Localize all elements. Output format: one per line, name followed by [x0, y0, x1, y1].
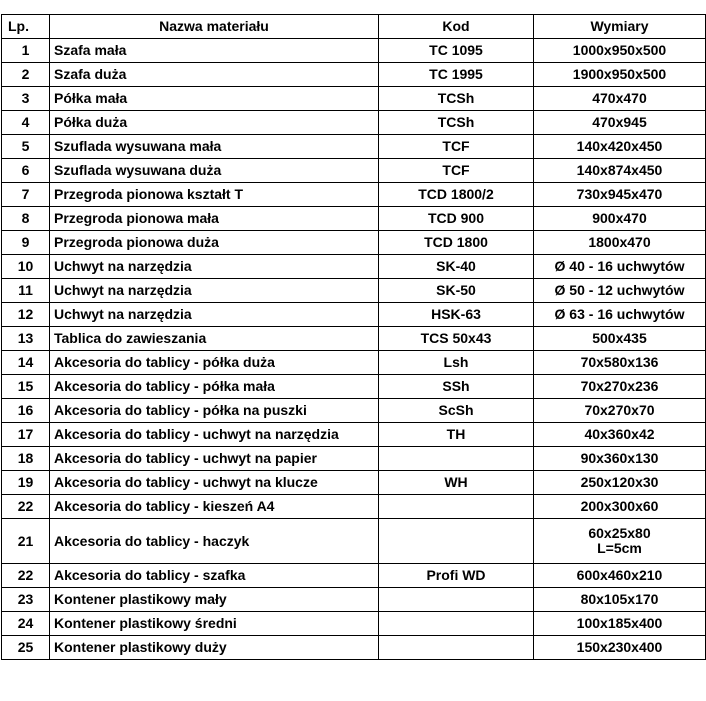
cell-code	[379, 588, 534, 612]
cell-dims	[534, 471, 706, 495]
dims-line: 470x945	[592, 114, 647, 130]
cell-name: Przegroda pionowa kształt T	[50, 183, 379, 207]
cell-dims	[534, 159, 706, 183]
dims-line: 90x360x130	[580, 450, 659, 466]
table-row	[2, 183, 706, 207]
cell-name: Kontener plastikowy duży	[50, 636, 379, 660]
cell-dims	[534, 303, 706, 327]
materials-table	[1, 14, 706, 660]
cell-code: HSK-63	[379, 303, 534, 327]
cell-dims	[534, 423, 706, 447]
table-row	[2, 39, 706, 63]
cell-code: ScSh	[379, 399, 534, 423]
cell-dims	[534, 231, 706, 255]
cell-dims	[534, 375, 706, 399]
cell-code: TH	[379, 423, 534, 447]
dims-line: 140x874x450	[576, 162, 663, 178]
cell-code	[379, 636, 534, 660]
table-row	[2, 588, 706, 612]
table-row	[2, 159, 706, 183]
table-row	[2, 207, 706, 231]
dims-line: 1800x470	[588, 234, 651, 250]
cell-lp: 2	[2, 63, 50, 87]
table-row	[2, 375, 706, 399]
dims-line: 70x270x236	[580, 378, 659, 394]
cell-lp: 21	[2, 519, 50, 564]
dims-line: 60x25x80	[588, 525, 651, 541]
cell-name: Półka duża	[50, 111, 379, 135]
table-row	[2, 87, 706, 111]
table-row	[2, 636, 706, 660]
dims-line: 470x470	[592, 90, 647, 106]
cell-lp: 8	[2, 207, 50, 231]
cell-name: Akcesoria do tablicy - półka duża	[50, 351, 379, 375]
cell-code: WH	[379, 471, 534, 495]
table-row	[2, 303, 706, 327]
cell-lp: 11	[2, 279, 50, 303]
cell-code: SSh	[379, 375, 534, 399]
dims-line: Ø 63 - 16 uchwytów	[554, 306, 685, 322]
cell-dims	[534, 447, 706, 471]
dims-line: 900x470	[592, 210, 647, 226]
cell-lp: 24	[2, 612, 50, 636]
cell-name: Akcesoria do tablicy - uchwyt na papier	[50, 447, 379, 471]
dims-line: 730x945x470	[576, 186, 663, 202]
cell-name: Akcesoria do tablicy - uchwyt na klucze	[50, 471, 379, 495]
header-lp: Lp.	[2, 15, 50, 39]
table-body	[2, 39, 706, 660]
cell-name: Szafa duża	[50, 63, 379, 87]
cell-dims	[534, 564, 706, 588]
cell-name: Kontener plastikowy średni	[50, 612, 379, 636]
dims-line: Ø 40 - 16 uchwytów	[554, 258, 685, 274]
dims-line: 100x185x400	[576, 615, 663, 631]
cell-code: TCS 50x43	[379, 327, 534, 351]
cell-dims	[534, 495, 706, 519]
cell-dims	[534, 87, 706, 111]
cell-code: Lsh	[379, 351, 534, 375]
cell-lp: 16	[2, 399, 50, 423]
cell-name: Akcesoria do tablicy - półka na puszki	[50, 399, 379, 423]
table-row	[2, 111, 706, 135]
table-row	[2, 519, 706, 564]
cell-dims	[534, 63, 706, 87]
cell-lp: 18	[2, 447, 50, 471]
cell-name: Szuflada wysuwana mała	[50, 135, 379, 159]
cell-dims	[534, 588, 706, 612]
table-row	[2, 471, 706, 495]
table-row	[2, 495, 706, 519]
dims-line: L=5cm	[597, 540, 642, 556]
cell-dims	[534, 519, 706, 564]
cell-dims	[534, 279, 706, 303]
table-header	[2, 15, 706, 39]
cell-lp: 17	[2, 423, 50, 447]
cell-name: Akcesoria do tablicy - półka mała	[50, 375, 379, 399]
cell-code	[379, 495, 534, 519]
cell-code: TCF	[379, 159, 534, 183]
dims-line: 500x435	[592, 330, 647, 346]
cell-dims	[534, 351, 706, 375]
dims-line: 200x300x60	[580, 498, 659, 514]
cell-lp: 12	[2, 303, 50, 327]
table-row	[2, 255, 706, 279]
dims-line: 1900x950x500	[572, 66, 667, 82]
cell-lp: 4	[2, 111, 50, 135]
cell-code: TCD 1800/2	[379, 183, 534, 207]
cell-lp: 22	[2, 564, 50, 588]
header-name: Nazwa materiału	[50, 15, 379, 39]
cell-lp: 6	[2, 159, 50, 183]
dims-line: 140x420x450	[576, 138, 663, 154]
dims-line: 80x105x170	[580, 591, 659, 607]
cell-name: Akcesoria do tablicy - haczyk	[50, 519, 379, 564]
cell-code: TCSh	[379, 111, 534, 135]
cell-dims	[534, 39, 706, 63]
cell-name: Akcesoria do tablicy - szafka	[50, 564, 379, 588]
header-row	[2, 15, 706, 39]
cell-code	[379, 612, 534, 636]
cell-code: Profi WD	[379, 564, 534, 588]
table-row	[2, 612, 706, 636]
cell-lp: 22	[2, 495, 50, 519]
cell-code	[379, 447, 534, 471]
cell-lp: 3	[2, 87, 50, 111]
cell-lp: 13	[2, 327, 50, 351]
table-row	[2, 423, 706, 447]
cell-lp: 10	[2, 255, 50, 279]
dims-line: Ø 50 - 12 uchwytów	[554, 282, 685, 298]
cell-name: Uchwyt na narzędzia	[50, 255, 379, 279]
cell-name: Tablica do zawieszania	[50, 327, 379, 351]
cell-dims	[534, 399, 706, 423]
cell-name: Akcesoria do tablicy - uchwyt na narzędzia	[50, 423, 379, 447]
cell-dims	[534, 255, 706, 279]
cell-name: Kontener plastikowy mały	[50, 588, 379, 612]
cell-name: Półka mała	[50, 87, 379, 111]
cell-code	[379, 519, 534, 564]
dims-line: 150x230x400	[576, 639, 663, 655]
header-code: Kod	[379, 15, 534, 39]
cell-name: Przegroda pionowa mała	[50, 207, 379, 231]
cell-dims	[534, 636, 706, 660]
cell-name: Akcesoria do tablicy - kieszeń A4	[50, 495, 379, 519]
cell-code: TCF	[379, 135, 534, 159]
cell-name: Uchwyt na narzędzia	[50, 279, 379, 303]
table-row	[2, 279, 706, 303]
cell-code: SK-40	[379, 255, 534, 279]
cell-code: TCD 900	[379, 207, 534, 231]
cell-dims	[534, 207, 706, 231]
dims-line: 250x120x30	[580, 474, 659, 490]
dims-line: 70x270x70	[584, 402, 655, 418]
cell-lp: 23	[2, 588, 50, 612]
cell-lp: 7	[2, 183, 50, 207]
cell-lp: 5	[2, 135, 50, 159]
cell-code: TCSh	[379, 87, 534, 111]
cell-name: Przegroda pionowa duża	[50, 231, 379, 255]
cell-lp: 25	[2, 636, 50, 660]
table-row	[2, 447, 706, 471]
cell-lp: 1	[2, 39, 50, 63]
cell-code: TC 1095	[379, 39, 534, 63]
cell-name: Uchwyt na narzędzia	[50, 303, 379, 327]
cell-code: TC 1995	[379, 63, 534, 87]
table-row	[2, 564, 706, 588]
cell-lp: 14	[2, 351, 50, 375]
table-row	[2, 135, 706, 159]
table-row	[2, 399, 706, 423]
cell-dims	[534, 135, 706, 159]
dims-line: 70x580x136	[580, 354, 659, 370]
cell-dims	[534, 327, 706, 351]
cell-lp: 19	[2, 471, 50, 495]
cell-code: TCD 1800	[379, 231, 534, 255]
header-dims: Wymiary	[534, 15, 706, 39]
cell-code: SK-50	[379, 279, 534, 303]
cell-name: Szuflada wysuwana duża	[50, 159, 379, 183]
table-row	[2, 63, 706, 87]
dims-line: 600x460x210	[576, 567, 663, 583]
cell-name: Szafa mała	[50, 39, 379, 63]
table-row	[2, 327, 706, 351]
dims-line: 1000x950x500	[572, 42, 667, 58]
cell-dims	[534, 111, 706, 135]
cell-dims	[534, 183, 706, 207]
table-row	[2, 351, 706, 375]
cell-dims	[534, 612, 706, 636]
dims-line: 40x360x42	[584, 426, 655, 442]
cell-lp: 15	[2, 375, 50, 399]
cell-lp: 9	[2, 231, 50, 255]
table-row	[2, 231, 706, 255]
